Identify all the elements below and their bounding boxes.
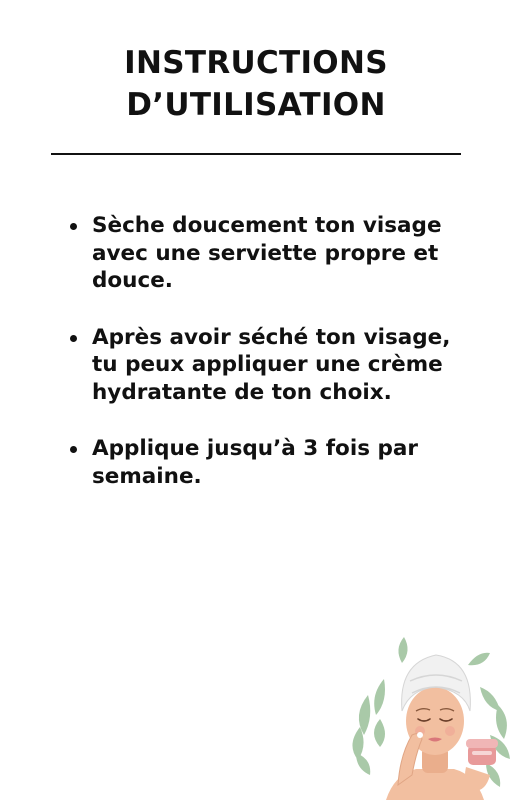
- cream-jar-icon: [465, 739, 498, 791]
- title-divider: [51, 153, 461, 155]
- page-title: [0, 42, 512, 126]
- instruction-text-1: Sèche doucement ton visage avec une serviette propre et douce.: [92, 213, 442, 293]
- instruction-item-2: [92, 324, 472, 407]
- cream-dab: [417, 732, 423, 738]
- page-title-line-2: D’UTILISATION: [126, 87, 386, 123]
- instruction-text-3: Applique jusqu’à 3 fois par semaine.: [92, 436, 418, 489]
- woman-applying-cream-illustration: [350, 635, 512, 800]
- bullet-icon: [70, 446, 77, 453]
- instructions-list: [92, 212, 472, 519]
- instruction-item-1: [92, 212, 472, 295]
- instruction-item-3: [92, 435, 472, 490]
- bullet-icon: [70, 223, 77, 230]
- page-title-line-1: INSTRUCTIONS: [124, 45, 388, 81]
- instruction-text-2: Après avoir séché ton visage, tu peux appliquer une crème hydratante de ton choix.: [92, 324, 451, 405]
- bullet-icon: [70, 335, 77, 342]
